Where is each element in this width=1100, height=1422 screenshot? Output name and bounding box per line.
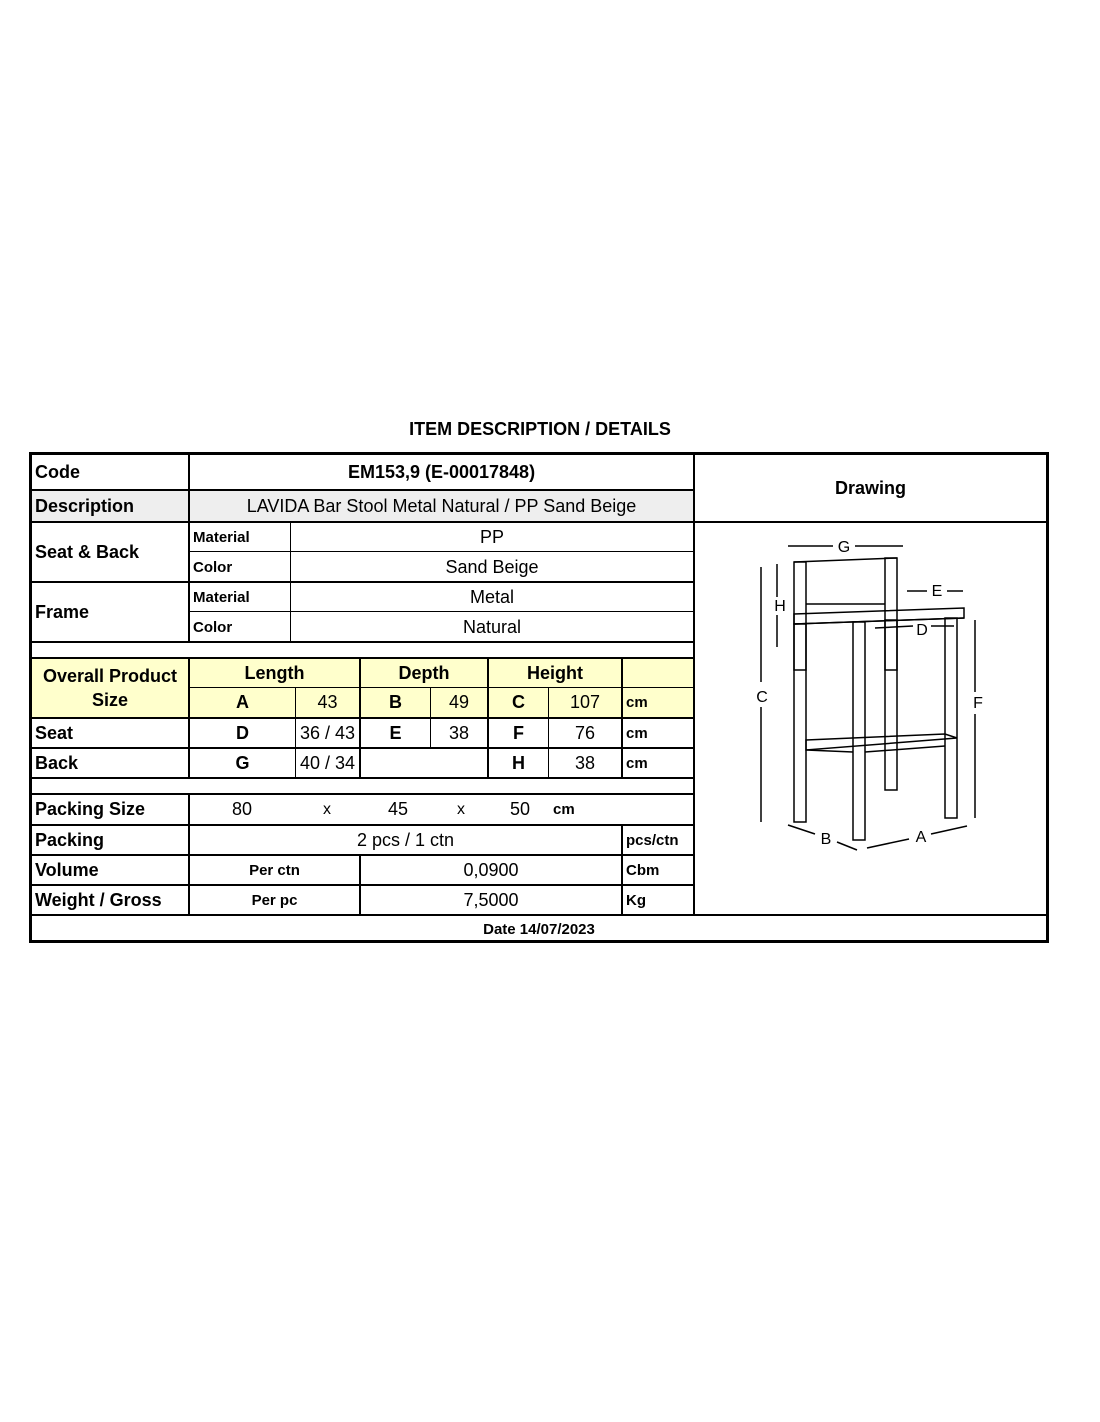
leg-back-right	[885, 620, 897, 790]
dim-d-line-left	[875, 626, 913, 628]
frame-label: Frame	[35, 601, 90, 622]
seat-height-value: 76	[574, 722, 596, 743]
overall-depth-key: B	[389, 692, 402, 712]
weight-unit: Kg	[626, 891, 646, 909]
frame-material-label: Material	[193, 588, 250, 606]
back-height-value: 38	[574, 752, 596, 773]
frame-color-label: Color	[193, 618, 233, 636]
back-top-edge	[794, 558, 897, 562]
item-details-sheet	[29, 452, 1049, 943]
height-header: Height	[527, 662, 583, 683]
overall-height-value: 107	[569, 692, 601, 712]
volume-label: Volume	[35, 859, 99, 880]
overall-size-label	[32, 659, 188, 717]
seat-back-color-value: Sand Beige	[445, 556, 539, 577]
overall-height-key: C	[512, 692, 525, 712]
page-title: ITEM DESCRIPTION / DETAILS	[409, 419, 671, 439]
back-unit: cm	[626, 754, 648, 772]
leg-back-left	[794, 624, 806, 822]
description-label: Description	[35, 495, 135, 516]
dim-b-line-right	[837, 842, 857, 850]
dim-b-line-left	[788, 825, 815, 834]
dim-a-line-right	[931, 826, 967, 834]
leg-front-right	[945, 618, 957, 818]
back-post-right	[885, 558, 897, 670]
seat-back-label: Seat & Back	[35, 541, 140, 562]
back-size-label: Back	[35, 752, 79, 773]
seat-unit: cm	[626, 724, 648, 742]
weight-value: 7,5000	[463, 889, 519, 910]
seat-back-material-value: PP	[479, 526, 504, 547]
footrest-left-edge	[806, 750, 853, 752]
dim-a-letter: A	[915, 829, 927, 846]
seat-depth-key: E	[389, 722, 402, 743]
dim-c-letter: C	[756, 689, 768, 706]
dim-a-line-left	[867, 839, 909, 848]
back-length-value: 40 / 34	[299, 752, 356, 773]
drawing-label: Drawing	[834, 477, 906, 498]
packing-value: 2 pcs / 1 ctn	[356, 829, 455, 850]
depth-header: Depth	[398, 662, 450, 683]
length-header: Length	[244, 662, 305, 683]
footrest	[806, 734, 957, 750]
seat-length-value: 36 / 43	[299, 722, 356, 743]
seat-front-edge	[794, 618, 964, 624]
packing-size-width: 45	[387, 799, 409, 819]
packing-size-x2: x	[457, 800, 465, 818]
back-length-key: G	[235, 752, 250, 773]
date-label: Date 14/07/2023	[483, 920, 595, 938]
volume-unit: Cbm	[626, 861, 660, 879]
packing-size-length: 80	[231, 799, 253, 819]
dim-b-letter: B	[820, 831, 832, 848]
packing-size-x1: x	[323, 800, 331, 818]
overall-size-label-line1: Overall Product	[42, 666, 178, 686]
dim-d-letter: D	[916, 622, 928, 639]
dim-g-letter: G	[837, 539, 851, 556]
seat-length-key: D	[236, 722, 249, 743]
leg-front-left	[853, 622, 865, 840]
dim-f-letter: F	[973, 695, 983, 712]
description-value: LAVIDA Bar Stool Metal Natural / PP Sand Beige	[246, 495, 637, 516]
packing-size-label: Packing Size	[35, 799, 146, 819]
back-post-left	[794, 562, 806, 670]
code-value: EM153,9 (E-00017848)	[347, 461, 536, 482]
volume-basis: Per ctn	[249, 861, 300, 879]
overall-length-key: A	[236, 692, 249, 712]
seat-height-key: F	[513, 722, 524, 743]
overall-length-value: 43	[317, 692, 338, 712]
back-height-key: H	[512, 752, 525, 773]
weight-basis: Per pc	[251, 891, 298, 909]
frame-material-value: Metal	[469, 586, 514, 607]
footrest-front-edge	[865, 746, 945, 752]
packing-size-unit: cm	[553, 801, 575, 818]
stool-drawing	[695, 522, 1046, 914]
seat-depth-value: 38	[448, 722, 470, 743]
seat-back-color-label: Color	[193, 558, 233, 576]
code-label: Code	[35, 461, 80, 482]
seat-back-material-label: Material	[193, 528, 250, 546]
packing-unit: pcs/ctn	[626, 831, 679, 849]
dim-h-letter: H	[774, 598, 786, 615]
volume-value: 0,0900	[463, 859, 519, 880]
overall-unit: cm	[626, 694, 648, 711]
frame-color-value: Natural	[462, 616, 522, 637]
packing-label: Packing	[35, 829, 105, 850]
overall-size-label-line2: Size	[91, 690, 129, 710]
weight-label: Weight / Gross	[35, 889, 162, 910]
dim-e-letter: E	[931, 583, 943, 600]
seat-size-label: Seat	[35, 722, 74, 743]
packing-size-height: 50	[509, 799, 531, 819]
overall-depth-value: 49	[448, 692, 470, 712]
